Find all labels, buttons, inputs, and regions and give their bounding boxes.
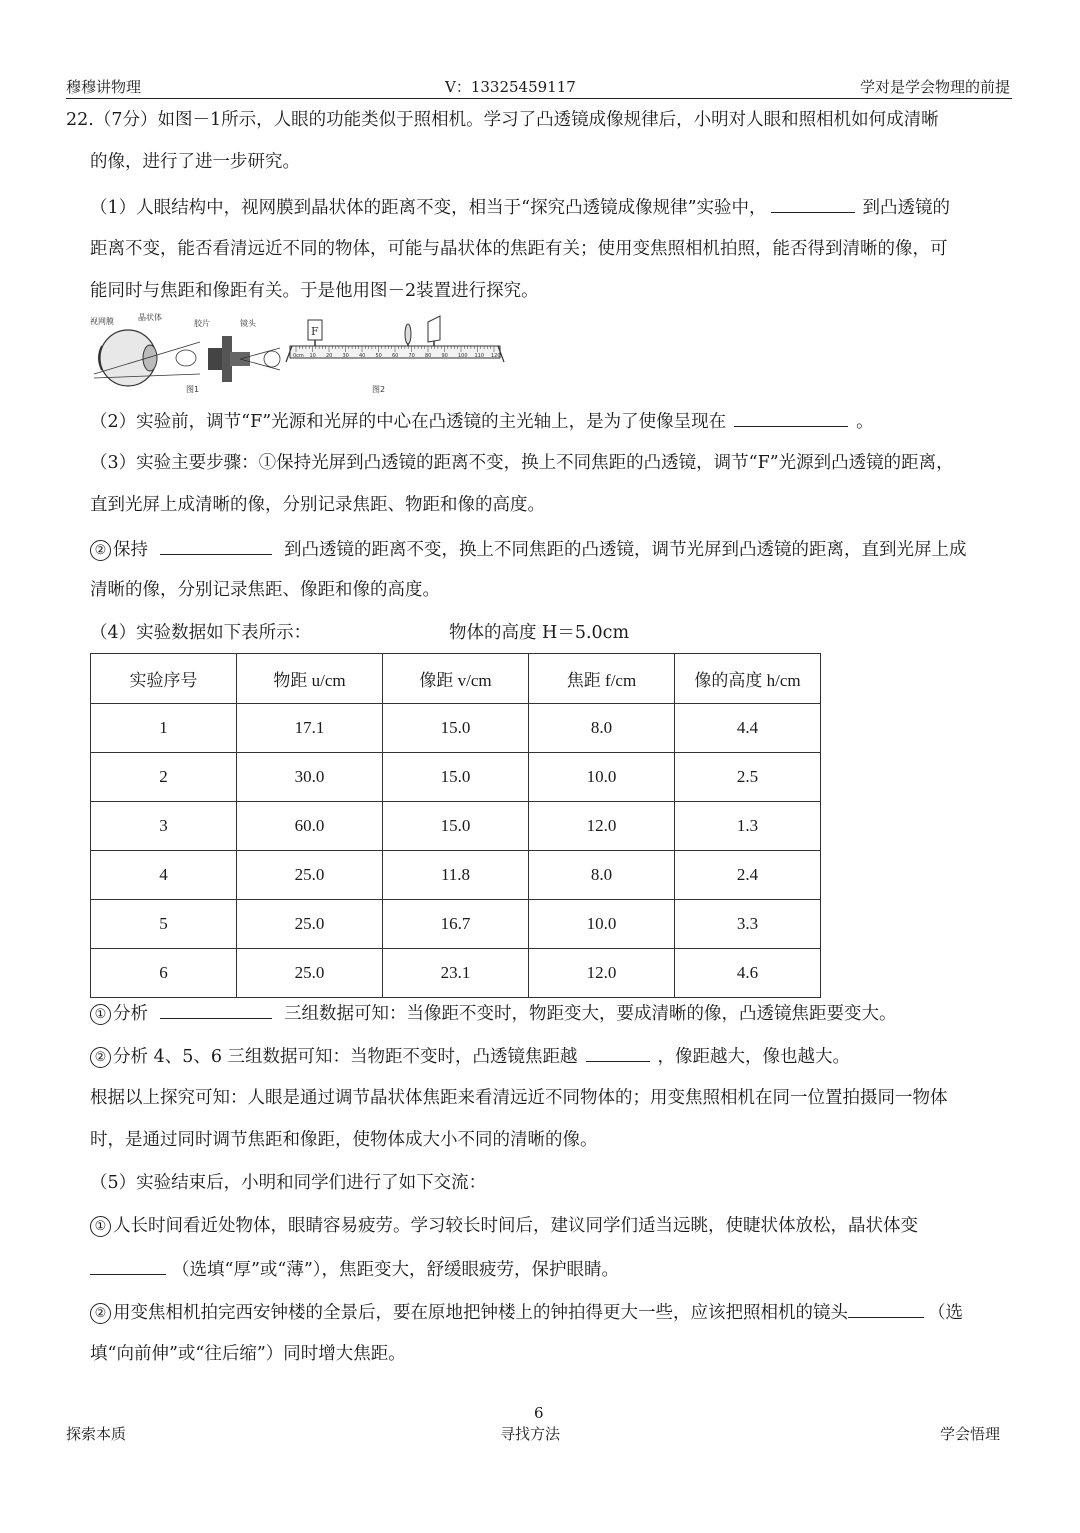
footer-right: 学会悟理 (940, 1425, 1001, 1443)
label-retina: 视网膜 (90, 317, 114, 326)
circled-number-1: ① (90, 1216, 111, 1237)
analysis-1-text-a: 分析 (113, 1004, 148, 1024)
light-screen (428, 316, 440, 342)
table-cell: 60.0 (237, 802, 383, 851)
table-row (91, 753, 821, 802)
table-row (91, 704, 821, 753)
part5-q1-text: 人长时间看近处物体，眼睛容易疲劳。学习较长时间后，建议同学们适当远眺，使睫状体放松，晶状体变 (113, 1216, 918, 1236)
footer-left: 探索本质 (66, 1425, 127, 1443)
header-center: V：13325459117 (445, 78, 576, 96)
optical-bench (286, 316, 504, 394)
circled-number-1: ① (90, 1004, 111, 1025)
table-cell: 12.0 (529, 949, 675, 998)
part5-q1-line-2 (90, 1256, 619, 1282)
table-cell: 25.0 (237, 949, 383, 998)
table-cell: 4 (91, 851, 237, 900)
header-object-distance: 物距 u/cm (237, 654, 383, 704)
part2-line (90, 408, 874, 434)
table-cell: 25.0 (237, 900, 383, 949)
analysis-line-2 (90, 1043, 850, 1069)
part3-line-1: （3）实验主要步骤：①保持光屏到凸透镜的距离不变，换上不同焦距的凸透镜，调节“F”光源到凸透镜的距离， (90, 453, 954, 473)
table-row (91, 851, 821, 900)
ruler-tick-label: 110 (474, 353, 485, 359)
table-row (91, 802, 821, 851)
table-cell: 8.0 (529, 851, 675, 900)
table-cell: 2 (91, 753, 237, 802)
figure-1-caption: 图1 (186, 385, 200, 394)
part5-q1-line-1 (90, 1214, 918, 1238)
part1-line-2: 距离不变，能否看清远近不同的物体，可能与晶状体的焦距有关；使用变焦照相机拍照，能否得到清晰的像，可 (90, 239, 948, 259)
part5-line-1: （5）实验结束后，小明和同学们进行了如下交流： (90, 1173, 487, 1193)
answer-blank-5[interactable] (586, 1043, 650, 1062)
question-line-2: 的像，进行了进一步研究。 (90, 152, 300, 172)
answer-blank-6[interactable] (90, 1256, 166, 1275)
table-cell: 6 (91, 949, 237, 998)
answer-blank-2[interactable] (734, 408, 848, 427)
part5-q2-line-2: 填“向前伸”或“往后缩”）同时增大焦距。 (90, 1344, 406, 1364)
header-image-height: 像的高度 h/cm (675, 654, 821, 704)
table-row (91, 900, 821, 949)
part3-text-b: 到凸透镜的距离不变，换上不同焦距的凸透镜，调节光屏到凸透镜的距离，直到光屏上成 (284, 540, 967, 560)
ruler-tick-label: 50 (375, 353, 382, 359)
ruler-tick-label: 60 (392, 353, 399, 359)
circled-number-2: ② (90, 540, 111, 561)
figure-2-caption: 图2 (372, 385, 386, 394)
answer-blank-7[interactable] (848, 1299, 924, 1318)
part1-line-3: 能同时与焦距和像距有关。于是他用图－2装置进行探究。 (90, 281, 539, 301)
table-cell: 15.0 (383, 704, 529, 753)
ruler-tick-label: 120 (491, 353, 501, 359)
question-line-1: 22.（7分）如图－1所示，人眼的功能类似于照相机。学习了凸透镜成像规律后，小明对人眼和照相机如何成清晰 (66, 110, 939, 130)
part1-line-1 (90, 194, 950, 220)
ruler-tick-label: 100 (458, 353, 468, 359)
camera-diagram (186, 318, 280, 394)
circled-number-2: ② (90, 1303, 111, 1324)
label-film: 胶片 (194, 319, 210, 328)
part4-label: （4）实验数据如下表所示： (90, 623, 312, 643)
conclusion-line-2: 时，是通过同时调节焦距和像距，使物体成大小不同的清晰的像。 (90, 1130, 598, 1150)
header-image-distance: 像距 v/cm (383, 654, 529, 704)
table-cell: 15.0 (383, 753, 529, 802)
part3-line-2: 直到光屏上成清晰的像，分别记录焦距、物距和像的高度。 (90, 495, 545, 515)
analysis-2-text-a: 分析 4、5、6 三组数据可知：当物距不变时，凸透镜焦距越 (113, 1047, 578, 1067)
table-cell: 8.0 (529, 704, 675, 753)
table-cell: 4.6 (675, 949, 821, 998)
table-cell: 3.3 (675, 900, 821, 949)
ruler-tick-label: 30 (342, 353, 349, 359)
table-cell: 2.5 (675, 753, 821, 802)
table-header-row (91, 654, 821, 704)
label-camera-lens: 镜头 (240, 319, 256, 328)
table-cell: 25.0 (237, 851, 383, 900)
data-table (90, 653, 821, 998)
f-letter: F (311, 325, 319, 338)
part5-q2-line-1 (90, 1299, 963, 1325)
part2-text-b: 。 (856, 412, 874, 432)
ruler-tick-label: 20 (326, 353, 333, 359)
header-rule (66, 98, 1012, 99)
part5-q2-text-a: 用变焦相机拍完西安钟楼的全景后，要在原地把钟楼上的钟拍得更大一些，应该把照相机的镜头 (113, 1303, 848, 1323)
circled-number-2: ② (90, 1047, 111, 1068)
table-cell: 10.0 (529, 753, 675, 802)
ruler-tick-label: 90 (441, 353, 448, 359)
table-cell: 2.4 (675, 851, 821, 900)
object-height: 物体的高度 H＝5.0cm (449, 623, 630, 643)
ruler-tick-label: 0cm (293, 353, 304, 359)
part2-text-a: （2）实验前，调节“F”光源和光屏的中心在凸透镜的主光轴上，是为了使像呈现在 (90, 412, 727, 432)
table-cell: 12.0 (529, 802, 675, 851)
part5-q1-text-2: （选填“厚”或“薄”），焦距变大，舒缓眼疲劳，保护眼睛。 (172, 1260, 620, 1280)
table-cell: 3 (91, 802, 237, 851)
part1-text-b: 到凸透镜的 (862, 198, 951, 218)
header-trial-number: 实验序号 (91, 654, 237, 704)
table-row (91, 949, 821, 998)
table-cell: 17.1 (237, 704, 383, 753)
table-cell: 30.0 (237, 753, 383, 802)
table-cell: 15.0 (383, 802, 529, 851)
eye-diagram (90, 312, 200, 386)
header-left: 穆穆讲物理 (66, 78, 142, 96)
table-cell: 10.0 (529, 900, 675, 949)
part3-text-a: 保持 (113, 540, 148, 560)
ruler-tick-label: 80 (425, 353, 432, 359)
ruler-tick-label: 70 (408, 353, 415, 359)
footer-center: 寻找方法 (500, 1425, 561, 1443)
experiment-figures (90, 312, 510, 394)
table-cell: 5 (91, 900, 237, 949)
answer-blank-1[interactable] (771, 194, 855, 213)
part1-text-a: （1）人眼结构中，视网膜到晶状体的距离不变，相当于“探究凸透镜成像规律”实验中， (90, 198, 767, 218)
table-cell: 23.1 (383, 949, 529, 998)
header-right: 学对是学会物理的前提 (859, 78, 1010, 96)
page-number: 6 (534, 1404, 544, 1422)
convex-lens (405, 324, 411, 344)
table-cell: 1 (91, 704, 237, 753)
ruler-tick-label: 40 (359, 353, 366, 359)
analysis-1-text-b: 三组数据可知：当像距不变时，物距变大，要成清晰的像，凸透镜焦距要变大。 (284, 1004, 897, 1024)
part5-q2-text-b: （选 (928, 1303, 963, 1323)
part3-line-3 (90, 536, 967, 562)
part3-line-4: 清晰的像，分别记录焦距、像距和像的高度。 (90, 580, 440, 600)
table-cell: 11.8 (383, 851, 529, 900)
analysis-2-text-b: ，像距越大，像也越大。 (657, 1047, 851, 1067)
table-cell: 4.4 (675, 704, 821, 753)
analysis-line-1 (90, 1000, 897, 1026)
label-crystalline-lens: 晶状体 (138, 313, 162, 322)
answer-blank-3[interactable] (160, 536, 272, 555)
ruler-tick-label: 10 (309, 353, 316, 359)
answer-blank-4[interactable] (160, 1000, 272, 1019)
table-cell: 1.3 (675, 802, 821, 851)
header-focal-length: 焦距 f/cm (529, 654, 675, 704)
table-cell: 16.7 (383, 900, 529, 949)
conclusion-line-1: 根据以上探究可知：人眼是通过调节晶状体焦距来看清远近不同物体的；用变焦照相机在同一位置拍摄同一物体 (90, 1088, 948, 1108)
